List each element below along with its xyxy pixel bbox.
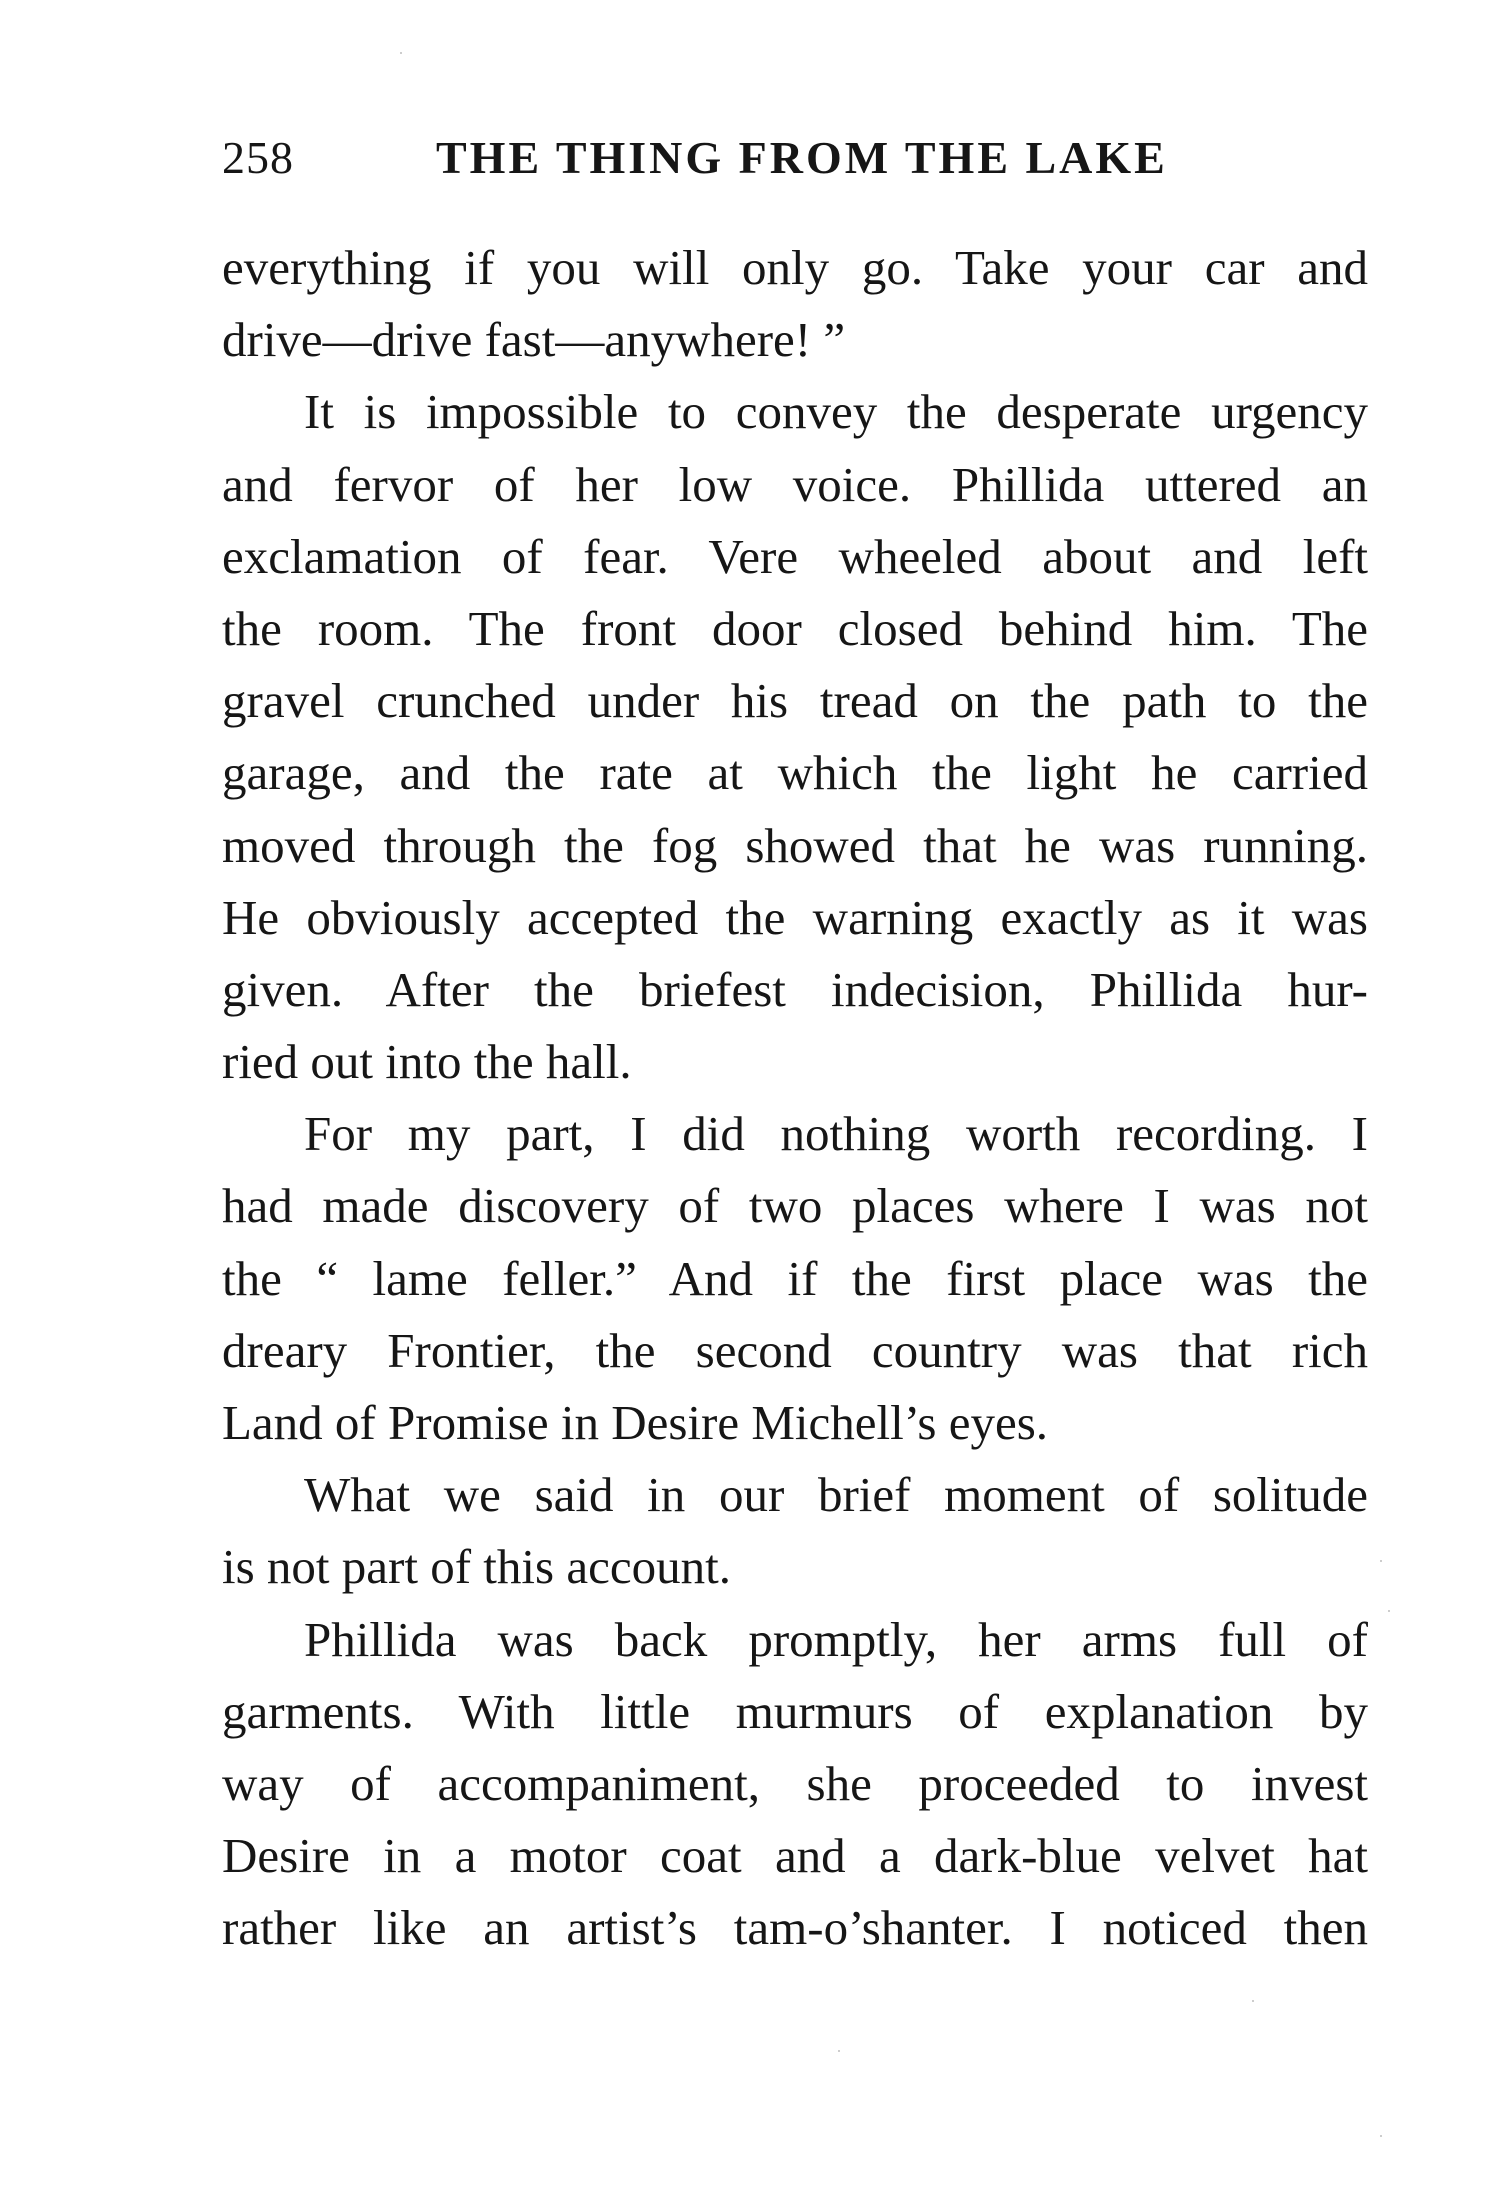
text-line: It is impossible to convey the desperate urgency (304, 384, 1368, 440)
scan-speck (1388, 1610, 1390, 1612)
text-line: given. After the briefest indecision, Phillida hur- (222, 961, 1368, 1017)
text-line: exclamation of fear. Vere wheeled about and left (222, 528, 1368, 584)
scan-speck (1252, 2000, 1254, 2002)
text-line: He obviously accepted the warning exactly as it was (222, 889, 1368, 945)
scan-speck (400, 52, 402, 54)
text-line: moved through the fog showed that he was running. (222, 817, 1368, 873)
text-line: drive—drive fast—anywhere! ” (222, 312, 846, 368)
text-line: For my part, I did nothing worth recording. I (304, 1106, 1368, 1162)
text-line: the “ lame feller.” And if the first place was the (222, 1250, 1368, 1306)
text-line: Land of Promise in Desire Michell’s eyes. (222, 1395, 1049, 1450)
text-line: garments. With little murmurs of explanation by (222, 1683, 1368, 1739)
text-line: Desire in a motor coat and a dark-blue velvet hat (222, 1828, 1368, 1884)
text-line: Phillida was back promptly, her arms full of (304, 1611, 1368, 1667)
scan-speck (838, 2050, 840, 2052)
text-line: garage, and the rate at which the light he carried (222, 745, 1368, 801)
body-text (222, 232, 1368, 1965)
running-head (222, 128, 1368, 188)
text-line: ried out into the hall. (222, 1034, 632, 1090)
text-line: everything if you will only go. Take your car and (222, 240, 1368, 295)
text-line: the room. The front door closed behind him. The (222, 600, 1368, 656)
page-number: 258 (222, 132, 294, 183)
scan-speck (1380, 2135, 1382, 2137)
text-line: rather like an artist’s tam-o’shanter. I noticed then (222, 1900, 1368, 1956)
text-line: had made discovery of two places where I was not (222, 1178, 1368, 1234)
text-line: way of accompaniment, she proceeded to invest (222, 1755, 1368, 1811)
text-line: gravel crunched under his tread on the path to the (222, 673, 1368, 729)
text-line: What we said in our brief moment of solitude (304, 1467, 1368, 1523)
text-line: dreary Frontier, the second country was that rich (222, 1322, 1368, 1378)
scan-speck (1380, 1560, 1382, 1562)
text-line: is not part of this account. (222, 1539, 731, 1595)
running-title: THE THING FROM THE LAKE (436, 132, 1168, 183)
text-line: and fervor of her low voice. Phillida uttered an (222, 456, 1368, 512)
